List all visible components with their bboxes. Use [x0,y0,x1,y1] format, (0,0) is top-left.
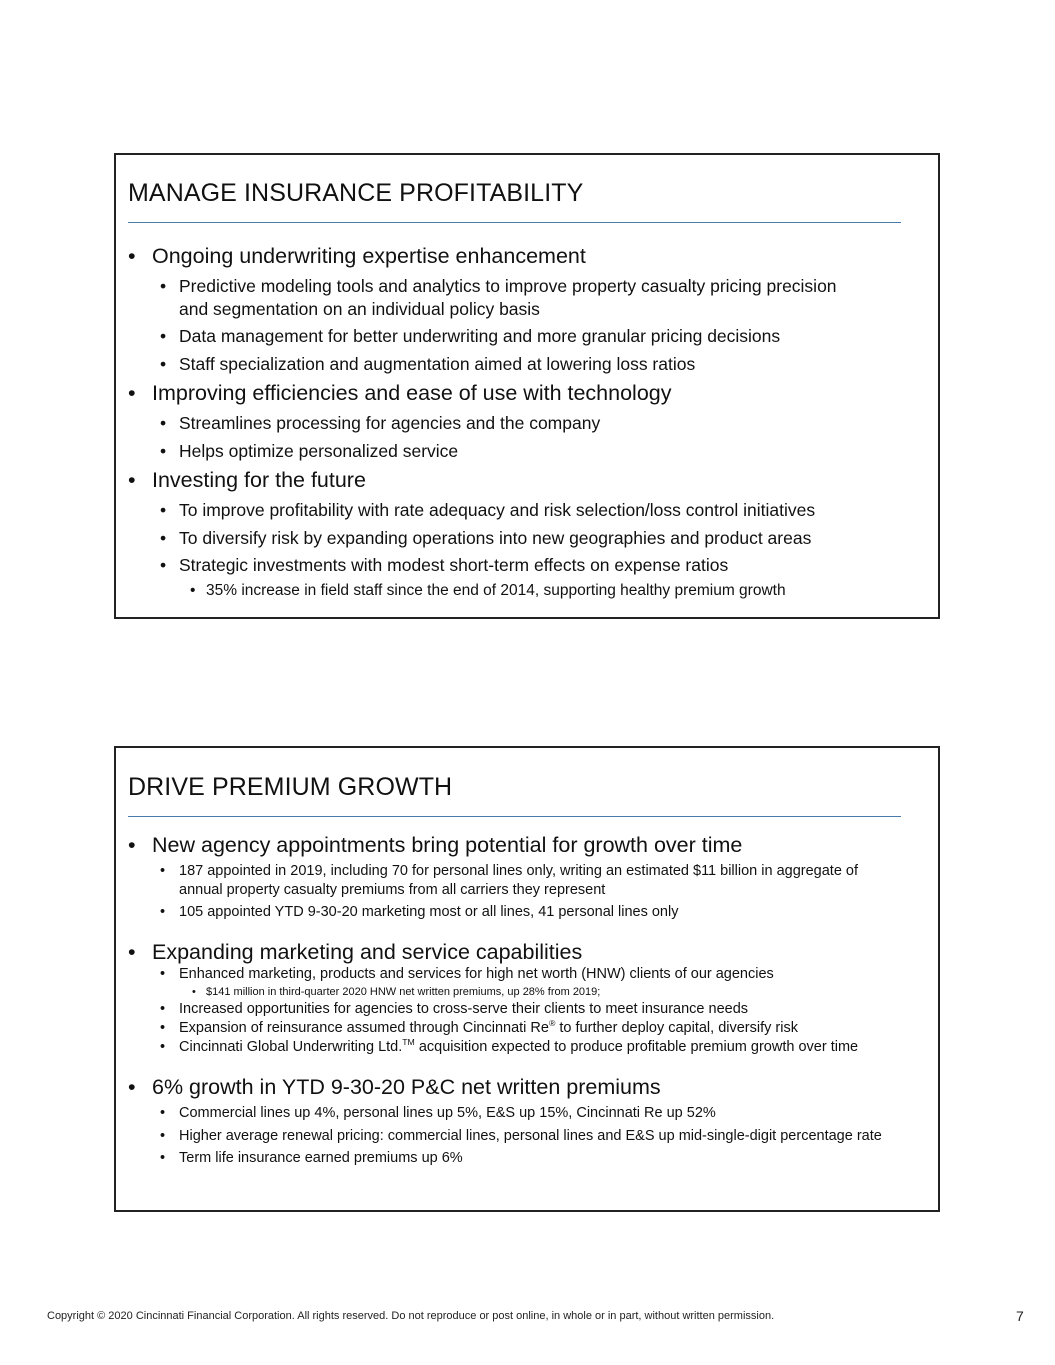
bullet-level2: • Streamlines processing for agencies and the company [160,413,601,433]
title-divider [128,816,901,817]
bullet-icon: • [160,276,167,296]
bullet-icon: • [128,468,136,492]
bullet-icon: • [128,381,136,405]
bullet-level3: • 35% increase in field staff since the end of 2014, supporting healthy premium growth [190,582,786,599]
bullet-icon: • [128,833,136,857]
bullet-icon: • [160,441,167,461]
slide-drive-premium-growth [114,746,940,1212]
bullet-level2: • Commercial lines up 4%, personal lines up 5%, E&S up 15%, Cincinnati Re up 52% [160,1105,716,1121]
bullet-level2: • Term life insurance earned premiums up 6% [160,1150,463,1166]
bullet-icon: • [160,1039,166,1055]
bullet-level1: • New agency appointments bring potential for growth over time [128,833,743,857]
bullet-icon: • [160,1128,166,1144]
bullet-level2: • Enhanced marketing, products and services for high net worth (HNW) clients of our agencies [160,966,774,982]
bullet-level2: • Data management for better underwriting and more granular pricing decisions [160,326,781,346]
bullet-level2: • To improve profitability with rate adequacy and risk selection/loss control initiatives [160,500,816,520]
bullet-icon: • [160,966,166,982]
bullet-icon: • [128,1075,136,1099]
bullet-level2: • Predictive modeling tools and analytics to improve property casualty pricing precision [160,276,837,296]
bullet-icon: • [160,326,167,346]
bullet-level2: • Expansion of reinsurance assumed through Cincinnati Re® to further deploy capital, diversify risk [160,1018,798,1036]
bullet-level2-continuation: annual property casualty premiums from all carriers they represent [179,882,606,898]
slide-title: MANAGE INSURANCE PROFITABILITY [128,179,584,207]
bullet-level1: • 6% growth in YTD 9-30-20 P&C net written premiums [128,1075,661,1099]
bullet-level1: • Expanding marketing and service capabilities [128,940,583,964]
bullet-level2: • 187 appointed in 2019, including 70 for personal lines only, writing an estimated $11 billion in aggregate of [160,863,859,879]
title-divider [128,222,901,223]
bullet-level2: • Cincinnati Global Underwriting Ltd.™ acquisition expected to produce profitable premium growth over time [160,1037,859,1055]
bullet-icon: • [160,1105,166,1121]
bullet-level2: • 105 appointed YTD 9-30-20 marketing most or all lines, 41 personal lines only [160,904,679,920]
bullet-icon: • [160,1150,166,1166]
slide-title: DRIVE PREMIUM GROWTH [128,773,453,801]
bullet-icon: • [160,528,167,548]
slide-manage-insurance-profitability [114,153,940,619]
bullet-icon: • [160,1001,166,1017]
bullet-level2: • Strategic investments with modest short-term effects on expense ratios [160,555,729,575]
bullet-icon: • [190,582,196,599]
bullet-level2: • Higher average renewal pricing: commercial lines, personal lines and E&S up mid-single-digit percentage rate [160,1128,882,1144]
bullet-level2: • Staff specialization and augmentation aimed at lowering loss ratios [160,354,696,374]
bullet-level1: • Ongoing underwriting expertise enhancement [128,244,586,268]
bullet-level1: • Investing for the future [128,468,366,492]
bullet-icon: • [160,863,166,879]
bullet-level1: • Improving efficiencies and ease of use with technology [128,381,672,405]
bullet-icon: • [160,500,167,520]
bullet-level2: • To diversify risk by expanding operations into new geographies and product areas [160,528,812,548]
copyright-footer: Copyright © 2020 Cincinnati Financial Corporation. All rights reserved. Do not reproduce or post online, in whole or in part, without written permission. [47,1310,775,1322]
bullet-level2-continuation: and segmentation on an individual policy basis [179,299,540,319]
bullet-icon: • [160,555,167,575]
page-number: 7 [1016,1308,1024,1324]
bullet-icon: • [160,413,167,433]
bullet-icon: • [160,1020,166,1036]
bullet-level2: • Helps optimize personalized service [160,441,459,461]
bullet-icon: • [128,244,136,268]
bullet-icon: • [192,986,196,998]
bullet-icon: • [160,904,166,920]
bullet-icon: • [128,940,136,964]
bullet-level3: • $141 million in third-quarter 2020 HNW net written premiums, up 28% from 2019; [192,986,601,998]
bullet-level2: • Increased opportunities for agencies to cross-serve their clients to meet insurance needs [160,1001,749,1017]
bullet-icon: • [160,354,167,374]
